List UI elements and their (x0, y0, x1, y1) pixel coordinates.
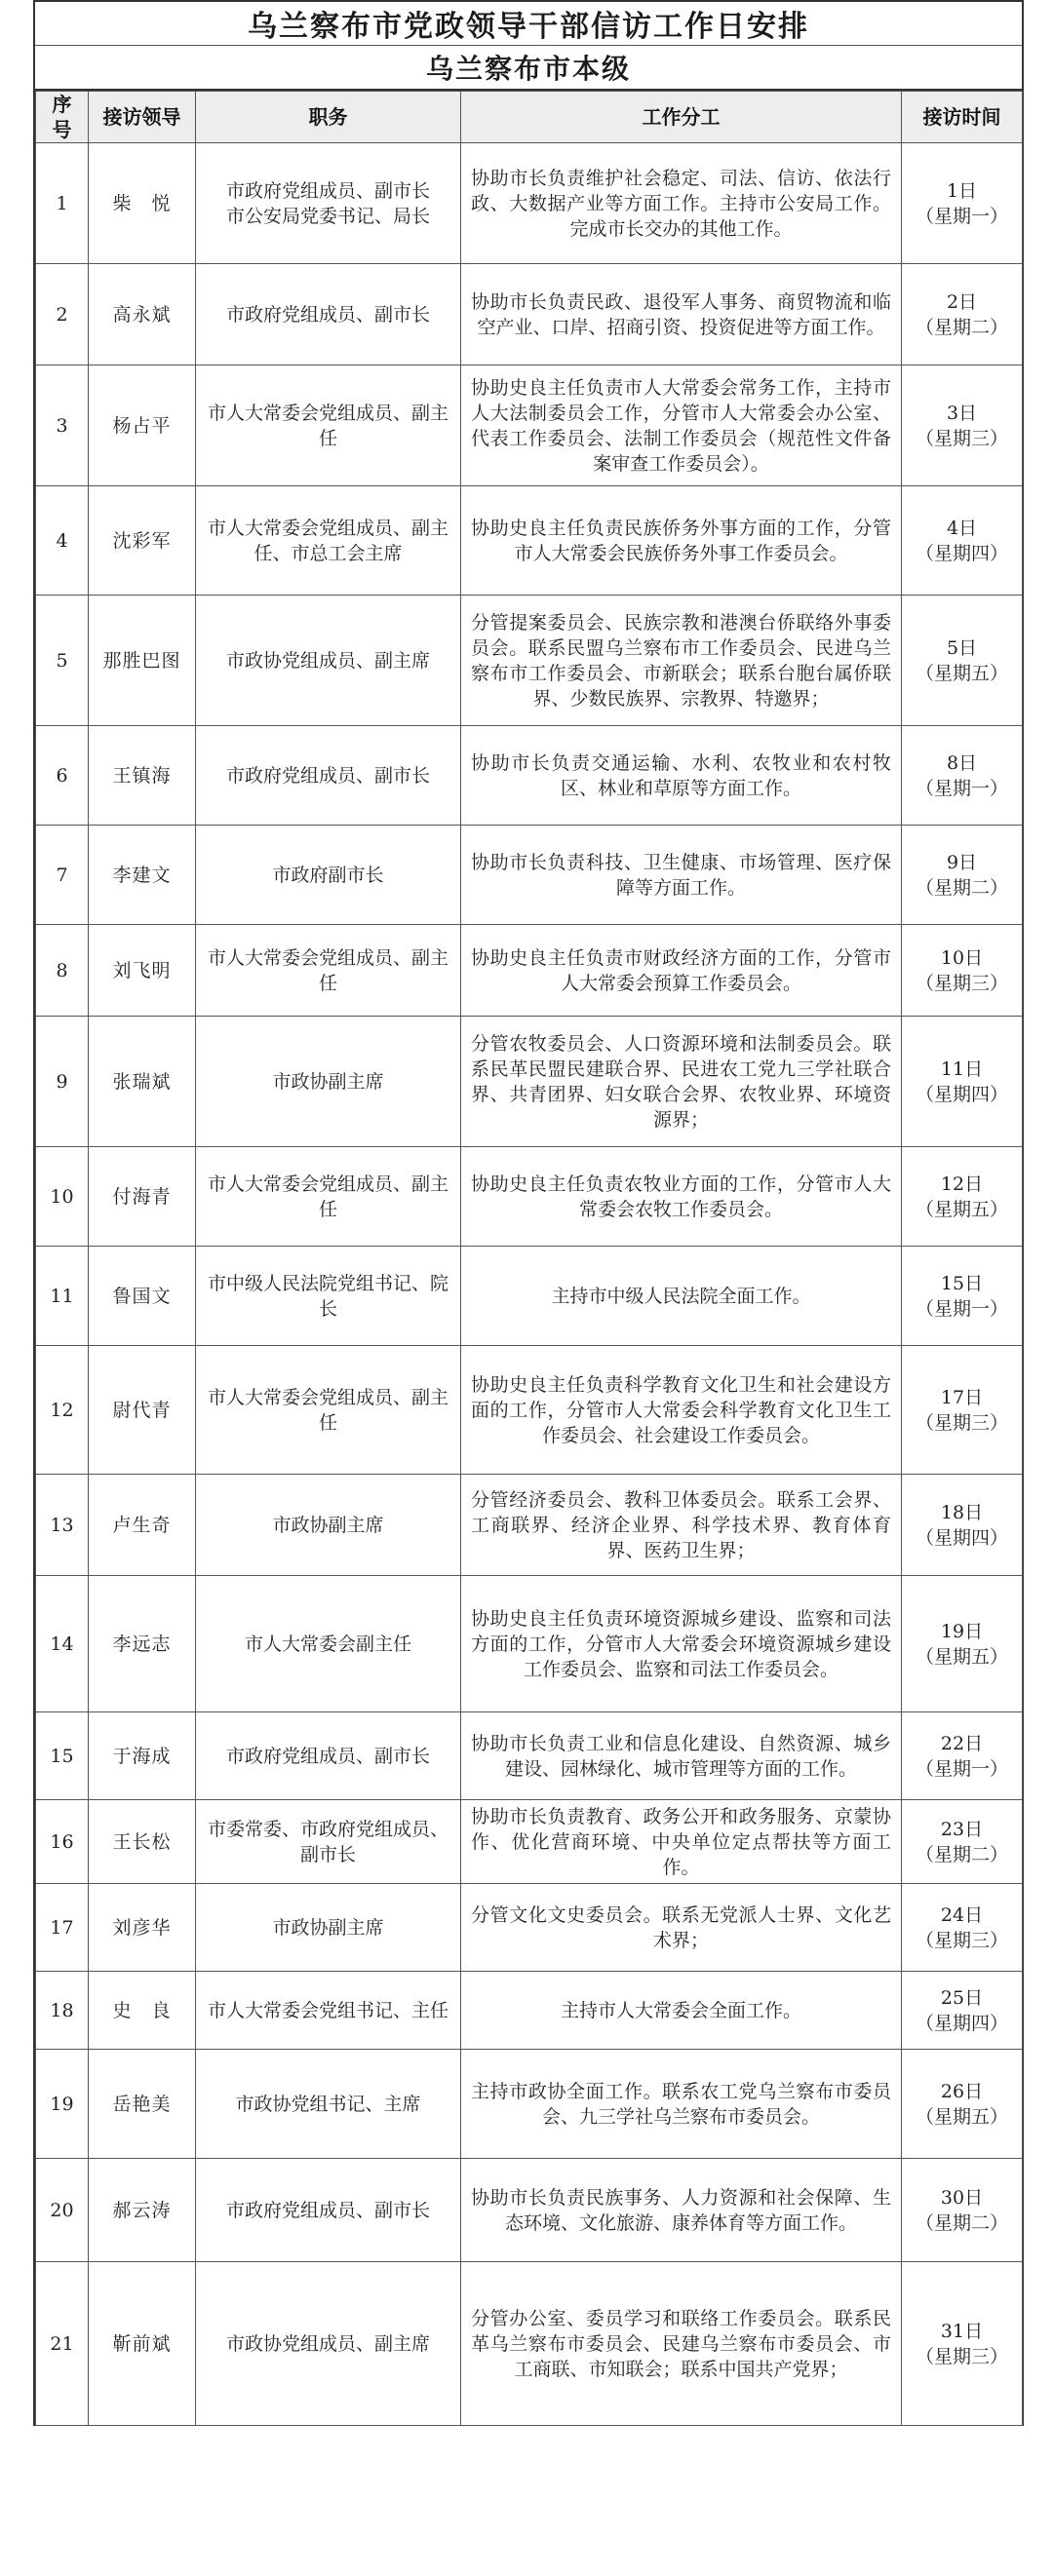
table-row (36, 826, 1023, 925)
row-number: 9 (36, 1017, 89, 1147)
table-row (36, 2050, 1023, 2159)
table-row (36, 1576, 1023, 1712)
reception-time (902, 1712, 1023, 1800)
table-row (36, 2262, 1023, 2426)
leader-position: 市政协党组成员、副主席 (196, 596, 461, 726)
leader-position: 市政府党组成员、副市长 (196, 2159, 461, 2262)
work-division: 协助史良主任负责科学教育文化卫生和社会建设方面的工作，分管市人大常委会科学教育文化卫生工作委员会、社会建设工作委员会。 (461, 1346, 902, 1475)
leader-position: 市政府党组成员、副市长 (196, 1712, 461, 1800)
reception-date: 8日 (946, 751, 978, 774)
leader-name: 张瑞斌 (89, 1017, 196, 1147)
header-no: 序号 (36, 92, 89, 143)
leader-position: 市人大常委会党组成员、副主任 (196, 365, 461, 486)
reception-date: 25日 (940, 1986, 984, 2009)
reception-time (902, 1346, 1023, 1475)
row-number: 19 (36, 2050, 89, 2159)
row-number: 17 (36, 1884, 89, 1972)
leader-position: 市政协副主席 (196, 1017, 461, 1147)
table-row (36, 925, 1023, 1017)
reception-time (902, 1884, 1023, 1972)
work-division: 主持市中级人民法院全面工作。 (461, 1247, 902, 1346)
leader-position: 市政协副主席 (196, 1475, 461, 1576)
reception-time (902, 925, 1023, 1017)
reception-date: 1日 (946, 179, 978, 202)
row-number: 6 (36, 726, 89, 826)
reception-time (902, 2262, 1023, 2426)
reception-weekday: （星期一） (915, 1757, 1008, 1780)
work-division: 协助史良主任负责农牧业方面的工作，分管市人大常委会农牧工作委员会。 (461, 1147, 902, 1247)
reception-weekday: （星期四） (915, 2012, 1008, 2034)
reception-time (902, 1147, 1023, 1247)
work-division: 协助市长负责维护社会稳定、司法、信访、依法行政、大数据产业等方面工作。主持市公安局工作。完成市长交办的其他工作。 (461, 143, 902, 264)
reception-time (902, 2159, 1023, 2262)
table-row (36, 264, 1023, 365)
reception-time (902, 1576, 1023, 1712)
document-subtitle: 乌兰察布市本级 (35, 46, 1022, 91)
work-division: 分管农牧委员会、人口资源环境和法制委员会。联系民革民盟民建联合界、民进农工党九三学社联合界、共青团界、妇女联合会界、农牧业界、环境资源界； (461, 1017, 902, 1147)
work-division: 协助市长负责工业和信息化建设、自然资源、城乡建设、园林绿化、城市管理等方面的工作。 (461, 1712, 902, 1800)
reception-time (902, 1475, 1023, 1576)
leader-name: 鲁国文 (89, 1247, 196, 1346)
reception-weekday: （星期五） (915, 662, 1008, 684)
work-division: 分管文化文史委员会。联系无党派人士界、文化艺术界； (461, 1884, 902, 1972)
row-number: 15 (36, 1712, 89, 1800)
row-number: 14 (36, 1576, 89, 1712)
reception-weekday: （星期五） (915, 1645, 1008, 1668)
work-division: 协助史良主任负责民族侨务外事方面的工作，分管市人大常委会民族侨务外事工作委员会。 (461, 486, 902, 596)
reception-time (902, 1800, 1023, 1884)
leader-name: 高永斌 (89, 264, 196, 365)
leader-name: 杨占平 (89, 365, 196, 486)
reception-time (902, 2050, 1023, 2159)
row-number: 1 (36, 143, 89, 264)
reception-weekday: （星期一） (915, 205, 1008, 227)
page-footer-cut (458, 2566, 575, 2576)
row-number: 16 (36, 1800, 89, 1884)
leader-position: 市政府党组成员、副市长 市公安局党委书记、局长 (196, 143, 461, 264)
leader-name: 柴 悦 (89, 143, 196, 264)
leader-name: 郝云涛 (89, 2159, 196, 2262)
table-row (36, 365, 1023, 486)
reception-weekday: （星期二） (915, 316, 1008, 338)
work-division: 协助市长负责教育、政务公开和政务服务、京蒙协作、优化营商环境、中央单位定点帮扶等方面工作。 (461, 1800, 902, 1884)
reception-weekday: （星期五） (915, 1198, 1008, 1220)
row-number: 21 (36, 2262, 89, 2426)
leader-position: 市政协党组书记、主席 (196, 2050, 461, 2159)
reception-date: 9日 (946, 851, 978, 873)
leader-name: 李建文 (89, 826, 196, 925)
reception-time (902, 596, 1023, 726)
reception-date: 31日 (940, 2320, 984, 2342)
work-division: 主持市政协全面工作。联系农工党乌兰察布市委员会、九三学社乌兰察布市委员会。 (461, 2050, 902, 2159)
reception-weekday: （星期三） (915, 972, 1008, 994)
reception-weekday: （星期四） (915, 542, 1008, 564)
reception-weekday: （星期一） (915, 777, 1008, 799)
reception-time (902, 365, 1023, 486)
row-number: 18 (36, 1972, 89, 2050)
table-row (36, 1247, 1023, 1346)
reception-weekday: （星期二） (915, 1843, 1008, 1865)
table-row (36, 596, 1023, 726)
work-division: 分管经济委员会、教科卫体委员会。联系工会界、工商联界、经济企业界、科学技术界、教育体育界、医药卫生界； (461, 1475, 902, 1576)
row-number: 2 (36, 264, 89, 365)
table-row (36, 1147, 1023, 1247)
reception-time (902, 726, 1023, 826)
leader-position: 市中级人民法院党组书记、院长 (196, 1247, 461, 1346)
schedule-table (35, 91, 1023, 2426)
table-header-row (36, 92, 1023, 143)
reception-date: 26日 (940, 2080, 984, 2102)
table-row (36, 1800, 1023, 1884)
reception-date: 23日 (940, 1818, 984, 1840)
leader-name: 史 良 (89, 1972, 196, 2050)
table-row (36, 143, 1023, 264)
leader-position: 市人大常委会党组书记、主任 (196, 1972, 461, 2050)
leader-name: 李远志 (89, 1576, 196, 1712)
reception-date: 3日 (946, 402, 978, 424)
reception-weekday: （星期一） (915, 1297, 1008, 1320)
work-division: 协助史良主任负责市财政经济方面的工作，分管市人大常委会预算工作委员会。 (461, 925, 902, 1017)
leader-name: 刘彦华 (89, 1884, 196, 1972)
row-number: 13 (36, 1475, 89, 1576)
reception-weekday: （星期四） (915, 1083, 1008, 1105)
reception-time (902, 264, 1023, 365)
header-position: 职务 (196, 92, 461, 143)
work-division: 协助市长负责民政、退役军人事务、商贸物流和临空产业、口岸、招商引资、投资促进等方面工作。 (461, 264, 902, 365)
leader-position: 市人大常委会副主任 (196, 1576, 461, 1712)
work-division: 主持市人大常委会全面工作。 (461, 1972, 902, 2050)
reception-date: 10日 (940, 946, 984, 969)
reception-weekday: （星期三） (915, 1929, 1008, 1951)
leader-name: 尉代青 (89, 1346, 196, 1475)
reception-time (902, 486, 1023, 596)
work-division: 协助市长负责科技、卫生健康、市场管理、医疗保障等方面工作。 (461, 826, 902, 925)
leader-name: 沈彩军 (89, 486, 196, 596)
reception-weekday: （星期三） (915, 2345, 1008, 2367)
reception-time (902, 1247, 1023, 1346)
reception-date: 2日 (946, 290, 978, 313)
reception-weekday: （星期二） (915, 2211, 1008, 2234)
header-duty: 工作分工 (461, 92, 902, 143)
leader-position: 市政府党组成员、副市长 (196, 726, 461, 826)
table-row (36, 1475, 1023, 1576)
reception-time (902, 143, 1023, 264)
reception-weekday: （星期三） (915, 427, 1008, 449)
work-division: 分管提案委员会、民族宗教和港澳台侨联络外事委员会。联系民盟乌兰察布市工作委员会、民进乌兰察布市工作委员会、市新联会；联系台胞台属侨联界、少数民族界、宗教界、特邀界； (461, 596, 902, 726)
reception-date: 12日 (940, 1173, 984, 1195)
table-row (36, 2159, 1023, 2262)
leader-name: 那胜巴图 (89, 596, 196, 726)
row-number: 3 (36, 365, 89, 486)
row-number: 12 (36, 1346, 89, 1475)
document-title: 乌兰察布市党政领导干部信访工作日安排 (35, 2, 1022, 46)
reception-time (902, 1017, 1023, 1147)
table-row (36, 1017, 1023, 1147)
reception-time (902, 1972, 1023, 2050)
work-division: 协助市长负责交通运输、水利、农牧业和农村牧区、林业和草原等方面工作。 (461, 726, 902, 826)
schedule-document (33, 0, 1024, 2426)
reception-date: 11日 (940, 1057, 984, 1080)
table-row (36, 1346, 1023, 1475)
row-number: 4 (36, 486, 89, 596)
header-time: 接访时间 (902, 92, 1023, 143)
work-division: 分管办公室、委员学习和联络工作委员会。联系民革乌兰察布市委员会、民建乌兰察布市委员会、市工商联、市知联会；联系中国共产党界； (461, 2262, 902, 2426)
reception-weekday: （星期三） (915, 1411, 1008, 1434)
work-division: 协助史良主任负责市人大常委会常务工作，主持市人大法制委员会工作，分管市人大常委会办公室、代表工作委员会、法制工作委员会（规范性文件备案审查工作委员会）。 (461, 365, 902, 486)
row-number: 10 (36, 1147, 89, 1247)
reception-time (902, 826, 1023, 925)
reception-date: 19日 (940, 1620, 984, 1642)
leader-position: 市政府副市长 (196, 826, 461, 925)
work-division: 协助市长负责民族事务、人力资源和社会保障、生态环境、文化旅游、康养体育等方面工作。 (461, 2159, 902, 2262)
reception-date: 5日 (946, 636, 978, 659)
reception-date: 22日 (940, 1732, 984, 1754)
reception-date: 30日 (940, 2186, 984, 2209)
reception-weekday: （星期五） (915, 2105, 1008, 2128)
leader-position: 市人大常委会党组成员、副主任、市总工会主席 (196, 486, 461, 596)
table-row (36, 486, 1023, 596)
leader-name: 岳艳美 (89, 2050, 196, 2159)
row-number: 20 (36, 2159, 89, 2262)
leader-position: 市人大常委会党组成员、副主任 (196, 925, 461, 1017)
leader-name: 刘飞明 (89, 925, 196, 1017)
table-row (36, 1972, 1023, 2050)
reception-date: 18日 (940, 1501, 984, 1523)
table-row (36, 726, 1023, 826)
leader-name: 王镇海 (89, 726, 196, 826)
row-number: 5 (36, 596, 89, 726)
reception-date: 17日 (940, 1386, 984, 1408)
leader-name: 卢生奇 (89, 1475, 196, 1576)
row-number: 8 (36, 925, 89, 1017)
leader-name: 于海成 (89, 1712, 196, 1800)
table-row (36, 1712, 1023, 1800)
leader-name: 王长松 (89, 1800, 196, 1884)
leader-position: 市政协党组成员、副主席 (196, 2262, 461, 2426)
leader-position: 市政协副主席 (196, 1884, 461, 1972)
reception-date: 15日 (940, 1272, 984, 1294)
header-leader: 接访领导 (89, 92, 196, 143)
reception-weekday: （星期四） (915, 1526, 1008, 1549)
row-number: 7 (36, 826, 89, 925)
leader-position: 市人大常委会党组成员、副主任 (196, 1346, 461, 1475)
table-body (36, 143, 1023, 2426)
reception-date: 4日 (946, 517, 978, 539)
leader-name: 付海青 (89, 1147, 196, 1247)
work-division: 协助史良主任负责环境资源城乡建设、监察和司法方面的工作，分管市人大常委会环境资源城乡建设工作委员会、监察和司法工作委员会。 (461, 1576, 902, 1712)
leader-name: 靳前斌 (89, 2262, 196, 2426)
leader-position: 市政府党组成员、副市长 (196, 264, 461, 365)
leader-position: 市委常委、市政府党组成员、副市长 (196, 1800, 461, 1884)
row-number: 11 (36, 1247, 89, 1346)
reception-weekday: （星期二） (915, 876, 1008, 899)
leader-position: 市人大常委会党组成员、副主任 (196, 1147, 461, 1247)
table-row (36, 1884, 1023, 1972)
reception-date: 24日 (940, 1903, 984, 1926)
